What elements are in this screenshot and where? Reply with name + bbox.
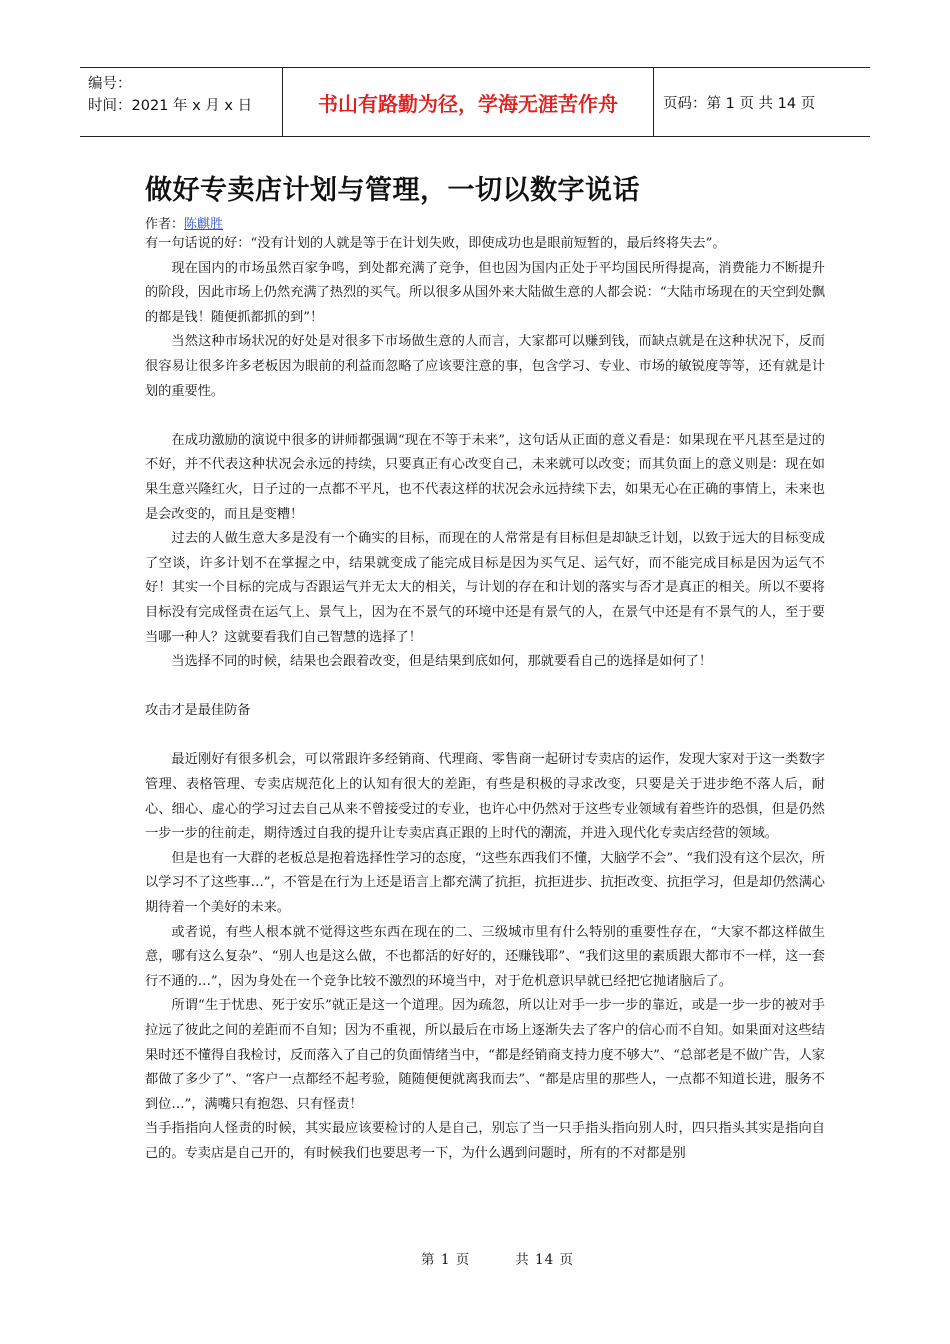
- header-motto-cell: [282, 68, 654, 136]
- paragraph: 在成功激励的演说中很多的讲师都强调“现在不等于未来”，这句话从正面的意义看是：如果现在平凡甚至是过的不好，并不代表这种状况会永远的持续，只要真正有心改变自己，未来就可以改变；而其负面上的意义则是：现在如果生意兴隆红火，日子过的一点都不平凡，也不代表这样的状况会永远持续下去，如果无心在正确的事情上，未来也是会改变的，而且是变糟！: [145, 432, 825, 522]
- paragraph: 但是也有一大群的老板总是抱着选择性学习的态度，“这些东西我们不懂，大脑学不会”、“我们没有这个层次，所以学习不了这些事…”，不管是在行为上还是语言上都充满了抗拒，抗拒进步、抗拒改变、抗拒学习，但是却仍然满心期待着一个美好的未来。: [145, 850, 825, 916]
- paragraph: 当手指指向人怪责的时候，其实最应该要检讨的人是自己，别忘了当一只手指头指向别人时，四只指头其实是指向自己的。专卖店是自己开的，有时候我们也要思考一下，为什么遇到问题时，所有的不对都是别: [145, 1121, 825, 1161]
- paragraph: 有一句话说的好：“没有计划的人就是等于在计划失败，即使成功也是眼前短暂的，最后终将失去”。: [145, 236, 726, 251]
- footer-page-number: 第 1 页: [421, 1252, 471, 1268]
- author-line: [145, 213, 223, 232]
- author-link[interactable]: 陈麒胜: [184, 217, 224, 232]
- article-title: 做好专卖店计划与管理，一切以数字说话: [145, 175, 640, 206]
- document-date: 时间：2021 年 x 月 x 日: [88, 98, 253, 114]
- paragraph: 最近刚好有很多机会，可以常跟许多经销商、代理商、零售商一起研讨专卖店的运作，发现大家对于这一类数字管理、表格管理、专卖店规范化上的认知有很大的差距，有些是积极的寻求改变，只要是关于进步绝不落人后，耐心、细心、虚心的学习过去自己从来不曾接受过的专业，也许心中仍然对于这些专业领域有着些许的恐惧，但是仍然一步一步的往前走，期待透过自我的提升让专卖店真正跟的上时代的潮流，并进入现代化专卖店经营的领域。: [145, 752, 825, 842]
- paragraph-spacer: [145, 675, 825, 700]
- article-body: [145, 232, 825, 1167]
- paragraph-spacer: [145, 724, 825, 749]
- header-page-info: 页码：第 1 页 共 14 页: [663, 95, 816, 112]
- paragraph: 过去的人做生意大多是没有一个确实的目标，而现在的人常常是有目标但是却缺乏计划，以致于远大的目标变成了空谈，许多计划不在掌握之中，结果就变成了能完成目标是因为买气足、运气好，而不能完成目标是因为运气不好！其实一个目标的完成与否跟运气并无太大的相关，与计划的存在和计划的落实与否才是真正的相关。所以不要将目标没有完成怪责在运气上、景气上，因为在不景气的环境中还是有景气的人，在景气中还是有不景气的人，至于要当哪一种人？这就要看我们自己智慧的选择了！: [145, 531, 825, 645]
- footer-total-pages: 共 14 页: [515, 1252, 574, 1268]
- section-heading: 攻击才是最佳防备: [145, 703, 251, 719]
- author-label: 作者：: [145, 217, 185, 232]
- paragraph: 当然这种市场状况的好处是对很多下市场做生意的人而言，大家都可以赚到钱，而缺点就是在这种状况下，反而很容易让很多许多老板因为眼前的利益而忽略了应该要注意的事，包含学习、专业、市场的敏锐度等等，还有就是计划的重要性。: [145, 334, 825, 399]
- header-motto: 书山有路勤为径，学海无涯苦作舟: [318, 91, 618, 116]
- paragraph: 或者说，有些人根本就不觉得这些东西在现在的二、三级城市里有什么特别的重要性存在，“大家不都这样做生意，哪有这么复杂”、“别人也是这么做，不也都活的好好的，还赚钱耶”、“我们这里的素质跟大都市不一样，这一套行不通的…”，因为身处在一个竞争比较不激烈的环境当中，对于危机意识早就已经把它抛诸脑后了。: [145, 924, 825, 989]
- paragraph: 现在国内的市场虽然百家争鸣，到处都充满了竞争，但也因为国内正处于平均国民所得提高，消费能力不断提升的阶段，因此市场上仍然充满了热烈的买气。所以很多从国外来大陆做生意的人都会说：“大陆市场现在的天空到处飘的都是钱！随便抓都抓的到”！: [145, 260, 825, 325]
- page-footer: [0, 1248, 950, 1268]
- page-header: [80, 67, 870, 137]
- paragraph-spacer: [145, 404, 825, 429]
- document-number-label: 编号：: [88, 76, 132, 92]
- paragraph: 当选择不同的时候，结果也会跟着改变，但是结果到底如何，那就要看自己的选择是如何了！: [171, 654, 713, 670]
- paragraph: 所谓“生于忧患、死于安乐”就正是这一个道理。因为疏忽，所以让对手一步一步的靠近，或是一步一步的被对手拉远了彼此之间的差距而不自知；因为不重视，所以最后在市场上逐渐失去了客户的信心而不自知。如果面对这些结果时还不懂得自我检讨，反而落入了自己的负面情绪当中，“都是经销商支持力度不够大”、“总部老是不做广告，人家都做了多少了”、“客户一点都经不起考验，随随便便就离我而去”、“都是店里的那些人，一点都不知道长进，服务不到位…”，满嘴只有抱怨、只有怪责！: [145, 998, 825, 1112]
- header-meta: [80, 68, 282, 136]
